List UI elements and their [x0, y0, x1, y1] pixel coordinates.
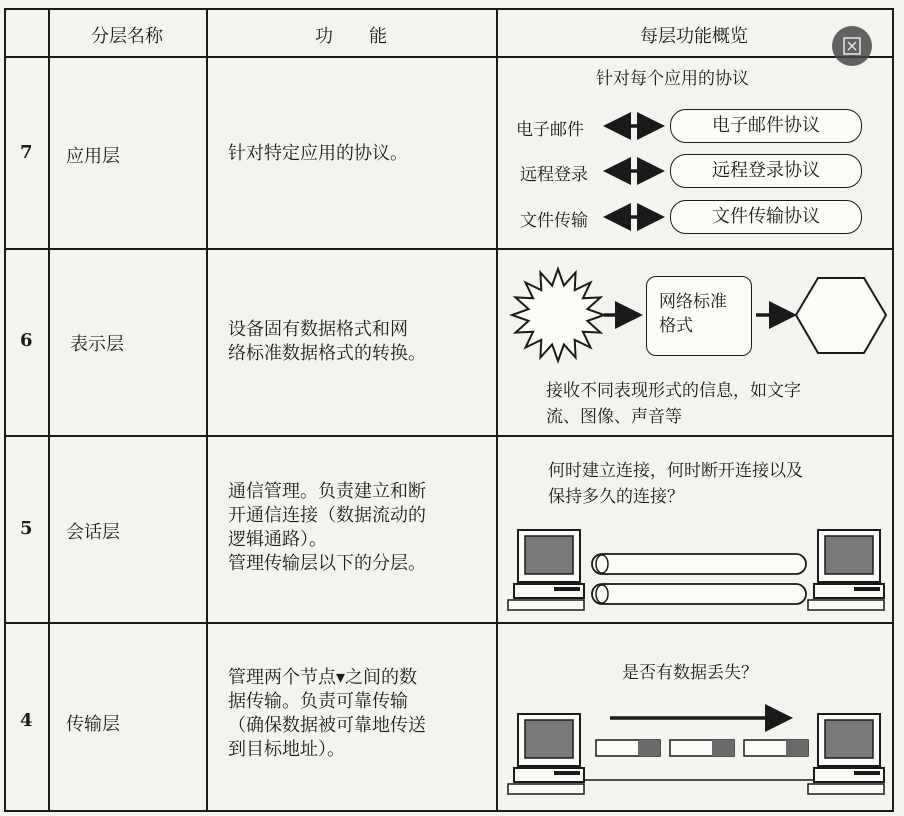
app-label: 电子邮件 [516, 120, 584, 140]
overview-caption: 流、图像、声音等 [546, 407, 682, 427]
layer-description: 针对特定应用的协议。 [228, 143, 408, 164]
grid-line [6, 56, 892, 58]
overview-caption: 何时建立连接，何时断开连接以及 [548, 461, 803, 481]
grid-line [6, 622, 892, 624]
grid-line [6, 248, 892, 250]
layer-name: 应用层 [66, 146, 120, 167]
computer-icon [6, 10, 7, 11]
layer-number: 6 [20, 330, 33, 351]
grid-line [206, 10, 208, 810]
grid-line [6, 435, 892, 437]
protocol-box: 电子邮件协议 [670, 109, 862, 143]
layer-number: 5 [20, 518, 33, 539]
header-function: 功 能 [315, 26, 387, 47]
header-overview: 每层功能概览 [640, 26, 748, 47]
layer-number: 4 [20, 710, 33, 731]
overview-caption: 保持多久的连接？ [548, 487, 684, 507]
app-label: 文件传输 [520, 211, 588, 231]
grid-line [48, 10, 50, 810]
layer-description: 管理两个节点▾之间的数 据传输。负责可靠传输 （确保数据被可靠地传送 到目标地址）。 [228, 667, 426, 760]
app-label: 远程登录 [520, 165, 588, 185]
expand-icon [842, 36, 862, 56]
header-layer-name: 分层名称 [91, 26, 163, 47]
overview-caption: 接收不同表现形式的信息，如文字 [546, 381, 801, 401]
overview-caption: 是否有数据丢失？ [622, 663, 758, 683]
protocol-box: 远程登录协议 [670, 154, 862, 188]
layer-name: 传输层 [66, 714, 120, 735]
protocol-box: 文件传输协议 [670, 200, 862, 234]
zoom-button[interactable] [832, 26, 872, 66]
overview-title: 针对每个应用的协议 [596, 69, 749, 89]
osi-layers-table [4, 8, 894, 812]
grid-line [496, 10, 498, 810]
network-format-box: 网络标准 格式 [646, 276, 752, 356]
layer-number: 7 [20, 142, 33, 163]
layer-name: 会话层 [66, 522, 120, 543]
layer-description: 通信管理。负责建立和断 开通信连接（数据流动的 逻辑通路）。 管理传输层以下的分层。 [228, 481, 426, 574]
layer-description: 设备固有数据格式和网 络标准数据格式的转换。 [228, 319, 426, 364]
layer-name: 表示层 [70, 334, 124, 355]
